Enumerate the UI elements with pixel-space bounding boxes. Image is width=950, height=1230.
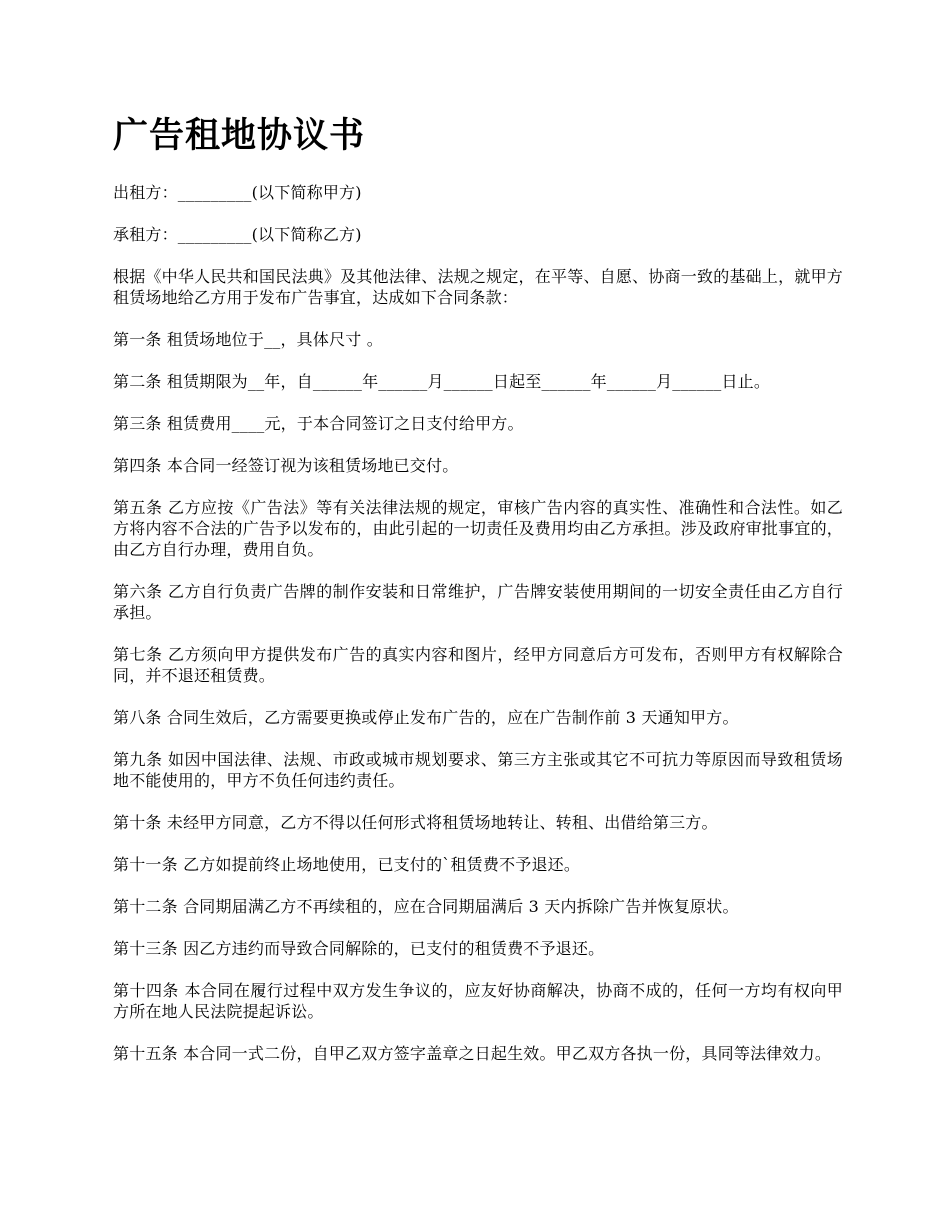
article-11: 第十一条 乙方如提前终止场地使用，已支付的`租赁费不予退还。: [113, 855, 581, 874]
article-2: 第二条 租赁期限为__年，自______年______月______日起至______年______月______日止。: [113, 372, 771, 391]
preamble: 根据《中华人民共和国民法典》及其他法律、法规之规定，在平等、自愿、协商一致的基础上，就甲方租赁场地给乙方用于发布广告事宜，达成如下合同条款：: [113, 267, 843, 307]
document-title: 广告租地协议书: [113, 116, 366, 156]
article-12: 第十二条 合同期届满乙方不再续租的，应在合同期届满后 3 天内拆除广告并恢复原状。: [113, 897, 739, 916]
article-8: 第八条 合同生效后，乙方需要更换或停止发布广告的，应在广告制作前 3 天通知甲方。: [113, 708, 739, 727]
article-6: 第六条 乙方自行负责广告牌的制作安装和日常维护，广告牌安装使用期间的一切安全责任由乙方自行承担。: [113, 582, 843, 622]
document-page: [113, 112, 843, 1085]
article-13: 第十三条 因乙方违约而导致合同解除的，已支付的租赁费不予退还。: [113, 939, 605, 958]
article-15: 第十五条 本合同一式二份，自甲乙双方签字盖章之日起生效。甲乙双方各执一份，具同等法律效力。: [113, 1044, 832, 1063]
lessee-line: 承租方：_________(以下简称乙方): [113, 225, 362, 244]
article-3: 第三条 租赁费用____元，于本合同签订之日支付给甲方。: [113, 414, 524, 433]
article-9: 第九条 如因中国法律、法规、市政或城市规划要求、第三方主张或其它不可抗力等原因而导致租赁场地不能使用的，甲方不负任何违约责任。: [113, 750, 843, 790]
article-1: 第一条 租赁场地位于__，具体尺寸 。: [113, 330, 383, 349]
article-10: 第十条 未经甲方同意，乙方不得以任何形式将租赁场地转让、转租、出借给第三方。: [113, 813, 718, 832]
lessor-line: 出租方：_________(以下简称甲方): [113, 183, 362, 202]
article-5: 第五条 乙方应按《广告法》等有关法律法规的规定，审核广告内容的真实性、准确性和合法性。如乙方将内容不合法的广告予以发布的，由此引起的一切责任及费用均由乙方承担。涉及政府审批事宜的，由乙方自行办理，费用自负。: [113, 498, 843, 559]
article-7: 第七条 乙方须向甲方提供发布广告的真实内容和图片，经甲方同意后方可发布，否则甲方有权解除合同，并不退还租赁费。: [113, 645, 843, 685]
article-14: 第十四条 本合同在履行过程中双方发生争议的，应友好协商解决，协商不成的，任何一方均有权向甲方所在地人民法院提起诉讼。: [113, 981, 843, 1021]
article-4: 第四条 本合同一经签订视为该租赁场地已交付。: [113, 456, 459, 475]
